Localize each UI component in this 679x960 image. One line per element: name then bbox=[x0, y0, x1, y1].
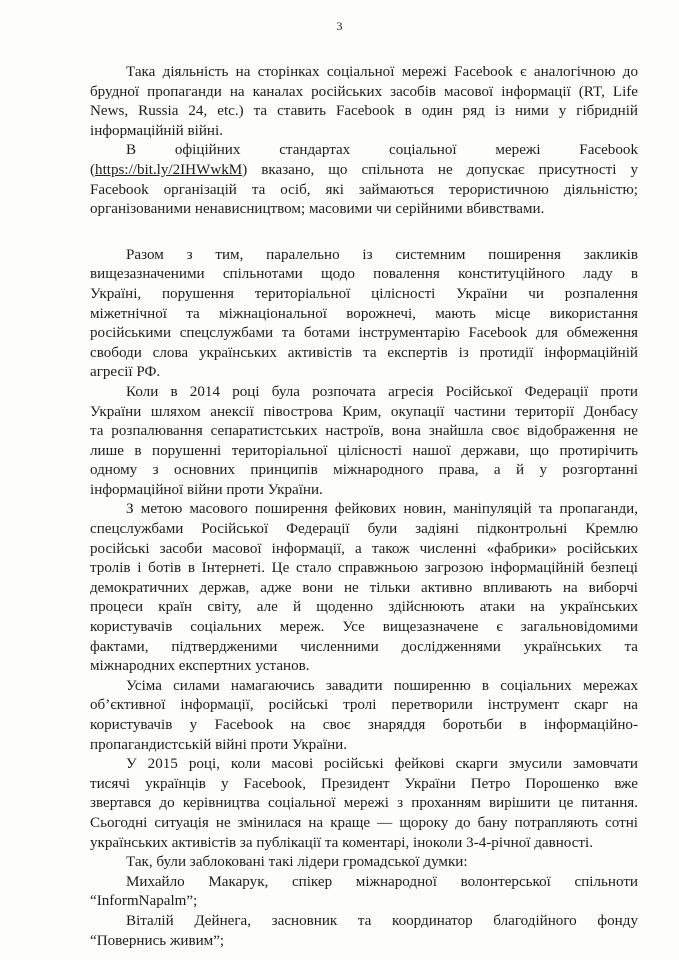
text-line: Усіма силами намагаючись завадити поширенню в соціальних мережах bbox=[126, 677, 638, 694]
text-line: Так, були заблоковані такі лідери громадської думки: bbox=[126, 854, 468, 871]
paragraph-spacer bbox=[90, 220, 638, 246]
text-line: “InformNapalm”; bbox=[90, 893, 198, 910]
text-line: міжетнічної та міжнаціональної ворожнечі, мають місце використання bbox=[90, 305, 638, 322]
text-line: та розпалювання сепаратистських настроїв, вона знайшла своє відображення не bbox=[90, 423, 638, 440]
text-line: російськими спецслужбами та ботами інструментарію Facebook для обмеження bbox=[90, 325, 638, 342]
text-line: тролів і ботів в Інтернеті. Це стало справжньою загрозою інформаційній безпеці bbox=[90, 560, 638, 577]
paragraph-blocked-leaders-intro bbox=[90, 853, 638, 873]
text-line: В офіційних стандартах соціальної мережі Facebook bbox=[126, 142, 638, 159]
list-item-deinega bbox=[90, 912, 638, 951]
text-line: інформаційної війни проти України. bbox=[90, 481, 323, 498]
document-body bbox=[90, 63, 638, 951]
list-item-makaruk bbox=[90, 873, 638, 912]
paragraph-fake-news bbox=[90, 500, 638, 676]
paragraph-aggression-2014 bbox=[90, 383, 638, 501]
text-line: організованими ненависництвом; масовими чи серійними вбивствами. bbox=[90, 201, 545, 218]
text-line: Facebook організацій та осіб, які займаються терористичною діяльністю; bbox=[90, 181, 638, 198]
text-line: українських активістів за публікації та коментарі, іноколи 3-4-річної давності. bbox=[90, 834, 593, 851]
facebook-standards-link[interactable]: https://bit.ly/2IHWwkM bbox=[95, 161, 243, 178]
text-line: фактами, підтвердженими численними дослідженнями українських та bbox=[90, 638, 638, 655]
text-line-with-link: (https://bit.ly/2IHWwkM) вказано, що спільнота не допускає присутності у bbox=[90, 161, 638, 178]
text-line: російські засоби масової інформації, а також численні «фабрики» російських bbox=[90, 540, 638, 557]
text-line: демократичних держав, адже вони не тільки активно впливають на виборчі bbox=[90, 579, 638, 596]
paragraph-complaints-tool bbox=[90, 677, 638, 755]
paragraph-poroshenko-2015 bbox=[90, 755, 638, 853]
page-number: 3 bbox=[336, 19, 343, 33]
text-line: лише в порушенні територіальної цілісності нашої держави, що протирічить bbox=[90, 442, 638, 459]
text-line: News, Russia 24, etc.) та ставить Facebook в один ряд із ними у гібридній bbox=[90, 103, 638, 120]
text-line: Коли в 2014 році була розпочата агресія Російської Федерації проти bbox=[126, 383, 638, 400]
text-line: пропагандистській війні проти України. bbox=[90, 736, 348, 753]
text-line: агресії РФ. bbox=[90, 364, 161, 381]
text-line: У 2015 році, коли масові російські фейкові скарги змусили замовчати bbox=[126, 756, 638, 773]
text-line: об’єктивної інформації, російські тролі перетворили інструмент скарг на bbox=[90, 697, 638, 714]
text-line: інформаційній війні. bbox=[90, 122, 223, 139]
text-line: звертався до керівництва соціальної мережі з проханням вирішити це питання. bbox=[90, 795, 638, 812]
text-line: З метою масового поширення фейкових новин, маніпуляцій та пропаганди, bbox=[126, 501, 638, 518]
text-line: Україні, порушення територіальної цілісності України чи розпалення bbox=[90, 285, 638, 302]
text-line: Віталій Дейнега, засновник та координатор благодійного фонду bbox=[126, 912, 638, 929]
text-line: користувачів соціальних мереж. Усе вищезазначене є загальновідомими bbox=[90, 619, 638, 636]
text-line: процеси країн світу, але й щоденно здійснюють атаки на українських bbox=[90, 599, 638, 616]
text-line: “Повернись живим”; bbox=[90, 932, 225, 949]
text-line: брудної пропаганди на каналах російських засобів масової інформації (RT, Life bbox=[90, 83, 638, 100]
text-line: тисячі українців у Facebook, Президент України Петро Порошенко вже bbox=[90, 775, 638, 792]
text-line: вищезазначеними спільнотами щодо повалення конституційного ладу в bbox=[90, 266, 638, 283]
text-line: одному з основних принципів міжнародного права, а й у розгортанні bbox=[90, 462, 638, 479]
text-line: Михайло Макарук, спікер міжнародної волонтерської спільноти bbox=[126, 873, 638, 890]
text-line: Разом з тим, паралельно із системним поширення закликів bbox=[126, 246, 638, 263]
text-line: України шляхом анексії півострова Крим, окупації частини території Донбасу bbox=[90, 403, 638, 420]
text-line: Сьогодні ситуація не змінилася на краще — щороку до бану потрапляють сотні bbox=[90, 814, 638, 831]
text-line: спецслужбами Російської Федерації були задіяні підконтрольні Кремлю bbox=[90, 521, 638, 538]
paragraph-facebook-propaganda bbox=[90, 63, 638, 141]
text-line: міжнародних експертних установ. bbox=[90, 658, 310, 675]
paragraph-facebook-standards bbox=[90, 141, 638, 219]
paragraph-russian-special-services bbox=[90, 246, 638, 383]
text-line: Така діяльність на сторінках соціальної мережі Facebook є аналогічною до bbox=[126, 64, 638, 80]
text-line: користувачів у Facebook на своє знаряддя боротьби в інформаційно- bbox=[90, 717, 638, 733]
text-line: свободи слова українських активістів та експертів із протидії інформаційній bbox=[90, 344, 638, 361]
